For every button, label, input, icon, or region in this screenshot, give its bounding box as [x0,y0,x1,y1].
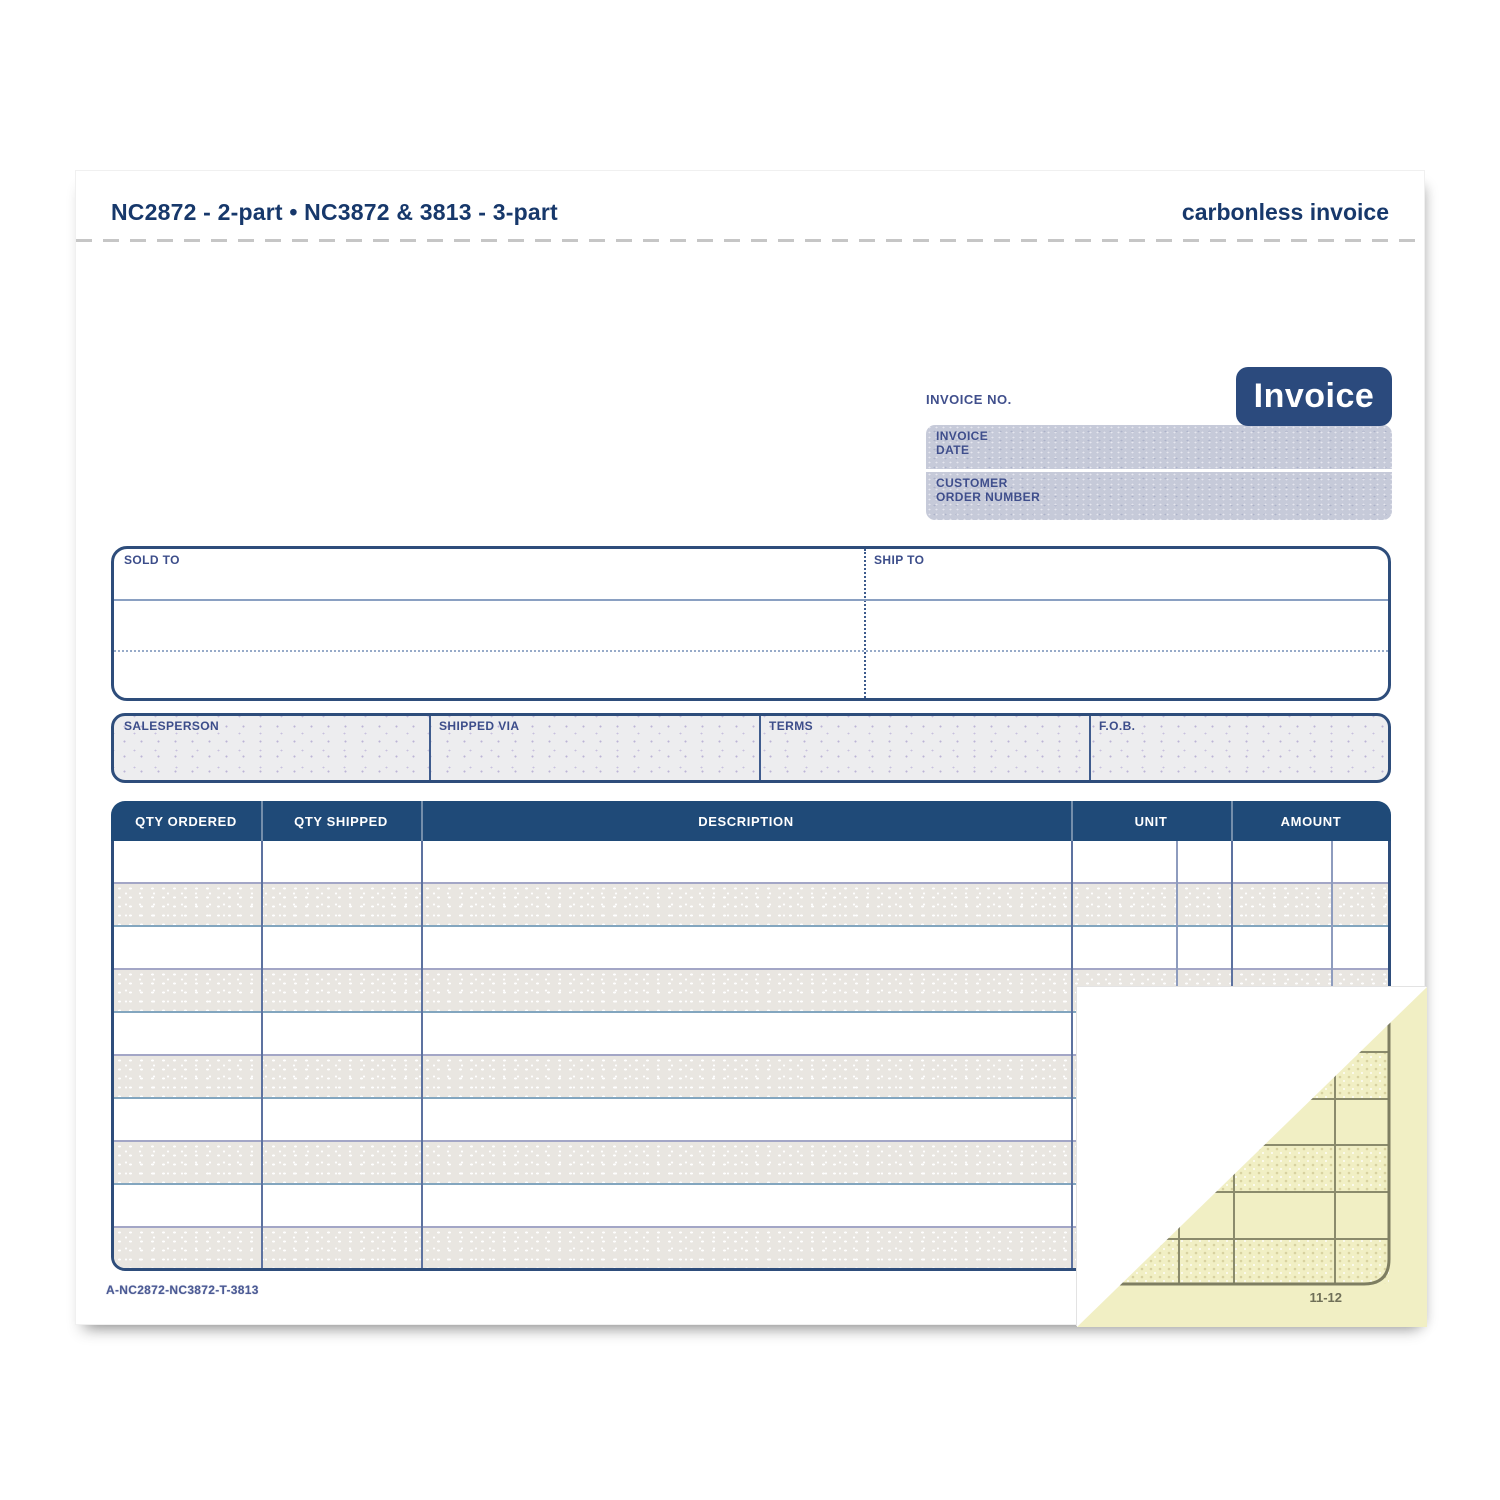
customer-order-label-line1: CUSTOMER [936,476,1008,490]
form-part-numbers: NC2872 - 2-part • NC3872 & 3813 - 3-part [111,199,558,225]
address-writing-line-dotted [114,650,1388,652]
meta-divider [429,716,431,780]
invoice-date-field [926,425,1392,469]
header-divider [1231,801,1233,841]
invoice-badge: Invoice [1236,367,1392,426]
address-divider [864,549,866,698]
column-header-amount: AMOUNT [1280,813,1342,829]
table-row [114,927,1388,970]
folded-corner [1076,986,1426,1326]
table-row [114,884,1388,927]
table-column-line [261,841,263,1268]
table-header [111,801,1391,841]
fob-label: F.O.B. [1099,719,1136,733]
table-row [114,841,1388,884]
column-header-qty-shipped: QTY SHIPPED [294,813,388,829]
header-divider [1071,801,1073,841]
terms-label: TERMS [769,719,813,733]
meta-divider [759,716,761,780]
address-writing-line [114,599,1388,601]
header-divider [421,801,423,841]
column-header-qty-ordered: QTY ORDERED [135,813,237,829]
table-column-line [1071,841,1073,1268]
plate-code-text: 11-12 [1309,1290,1342,1305]
column-header-description: DESCRIPTION [698,813,794,829]
table-column-line [421,841,423,1268]
form-code: A-NC2872-NC3872-T-3813 [106,1283,259,1297]
customer-order-number-field [926,472,1392,520]
perforation-dashed-line [76,239,1426,242]
meta-divider [1089,716,1091,780]
form-type-title: carbonless invoice [1181,199,1389,225]
column-header-unit: UNIT [1134,813,1168,829]
sold-to-label: SOLD TO [124,553,180,567]
header-divider [261,801,263,841]
order-meta-row [111,713,1391,783]
sold-to-ship-to-box [111,546,1391,701]
invoice-form-sheet [75,170,1425,1325]
invoice-date-label-line1: INVOICE [936,429,989,443]
invoice-no-label: INVOICE NO. [926,392,1012,407]
invoice-date-label-line2: DATE [936,443,970,458]
shipped-via-label: SHIPPED VIA [439,719,520,733]
salesperson-label: SALESPERSON [124,719,220,733]
ship-to-label: SHIP TO [874,553,925,567]
customer-order-label-line2: ORDER NUMBER [936,490,1041,505]
